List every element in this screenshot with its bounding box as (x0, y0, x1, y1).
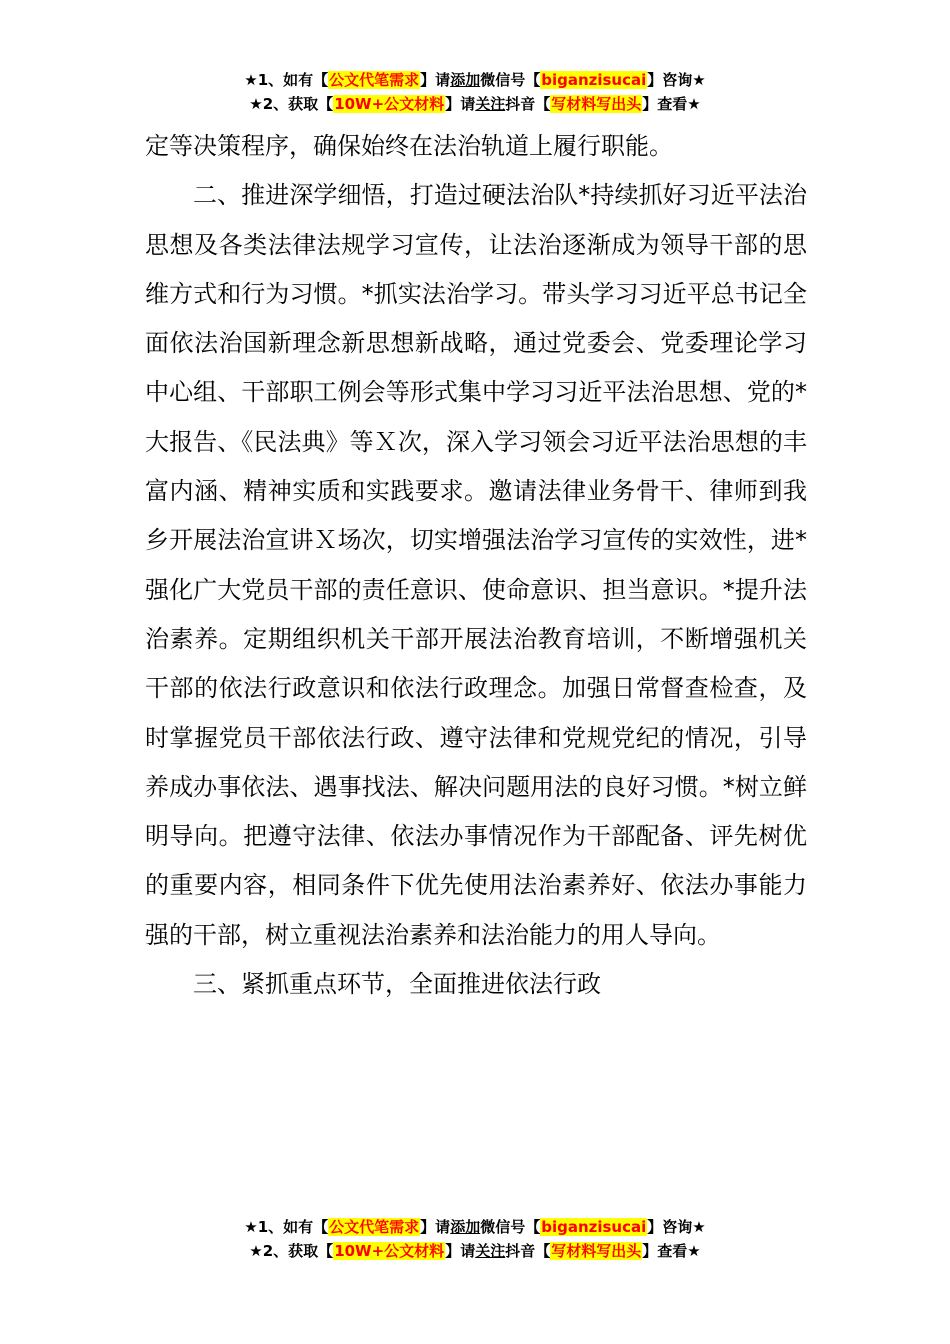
footer-promo-line-2 (0, 1239, 950, 1263)
heading-section-3: 三、紧抓重点环节，全面推进依法行政 (193, 970, 601, 999)
paragraph-section-2: 二、推进深学细悟，打造过硬法治队*持续抓好习近平法治思想及各类法律法规学习宣传，让法治逐渐成为领导干部的思维方式和行为习惯。*抓实法治学习。带头学习习近平总书记全面依法治国新理念新思想新战略，通过党委会、党委理论学习中心组、干部职工例会等形式集中学习习近平法治思想、党的*大报告、《民法典》等Ｘ次，深入学习领会习近平法治思想的丰富内涵、精神实质和实践要求。邀请法律业务骨干、律师到我乡开展法治宣讲Ｘ场次，切实增强法治学习宣传的实效性，进*强化广大党员干部的责任意识、使命意识、担当意识。*提升法治素养。定期组织机关干部开展法治教育培训，不断增强机关干部的依法行政意识和依法行政理念。加强日常督查检查，及时掌握党员干部依法行政、遵守法律和党规党纪的情况，引导养成办事依法、遇事找法、解决问题用法的良好习惯。*树立鲜明导向。把遵守法律、依法办事情况作为干部配备、评先树优的重要内容，相同条件下优先使用法治素养好、依法办事能力强的干部，树立重视法治素养和法治能力的用人导向。 (145, 181, 807, 949)
footer-promo-line-1-highlight-wechat: biganzisucai (541, 1218, 647, 1236)
promo-line-2-text-2: 抖音【 (505, 95, 551, 113)
promo-line-1-prefix: ★1、如有【 (244, 71, 329, 89)
header-promo-banner (0, 68, 950, 116)
footer-promo-line-2-text: 】请 (445, 1242, 476, 1260)
footer-promo-line-1 (0, 1215, 950, 1239)
promo-line-1-text-2: 微信号【 (480, 71, 541, 89)
footer-promo-line-2-text-2: 抖音【 (505, 1242, 551, 1260)
promo-line-2-highlight-materials: 10W+公文材料 (334, 95, 445, 113)
promo-line-1-highlight-wechat: biganzisucai (541, 71, 647, 89)
promo-line-1-underlined: 添加 (450, 71, 481, 89)
footer-promo-line-2-suffix: 】查看★ (642, 1242, 701, 1260)
footer-promo-line-1-text-2: 微信号【 (480, 1218, 541, 1236)
footer-promo-line-1-suffix: 】咨询★ (647, 1218, 706, 1236)
footer-promo-line-1-text: 】请 (420, 1218, 451, 1236)
paragraph-continuation: 定等决策程序，确保始终在法治轨道上履行职能。 (145, 132, 673, 160)
promo-line-2-highlight-douyin: 写材料写出头 (551, 95, 642, 113)
footer-promo-line-1-underlined: 添加 (450, 1218, 481, 1236)
promo-line-1-text: 】请 (420, 71, 451, 89)
footer-promo-line-2-highlight-materials: 10W+公文材料 (334, 1242, 445, 1260)
document-body (145, 122, 807, 1009)
footer-promo-line-1-highlight-service: 公文代笔需求 (329, 1218, 420, 1236)
promo-line-2-suffix: 】查看★ (642, 95, 701, 113)
footer-promo-line-2-highlight-douyin: 写材料写出头 (551, 1242, 642, 1260)
promo-line-2 (0, 92, 950, 116)
footer-promo-line-2-underlined: 关注 (475, 1242, 506, 1260)
footer-promo-line-2-prefix: ★2、获取【 (249, 1242, 334, 1260)
promo-line-1-suffix: 】咨询★ (647, 71, 706, 89)
promo-line-1 (0, 68, 950, 92)
promo-line-2-underlined: 关注 (475, 95, 506, 113)
footer-promo-line-1-prefix: ★1、如有【 (244, 1218, 329, 1236)
promo-line-2-text: 】请 (445, 95, 476, 113)
promo-line-2-prefix: ★2、获取【 (249, 95, 334, 113)
promo-line-1-highlight-service: 公文代笔需求 (329, 71, 420, 89)
footer-promo-banner (0, 1215, 950, 1263)
